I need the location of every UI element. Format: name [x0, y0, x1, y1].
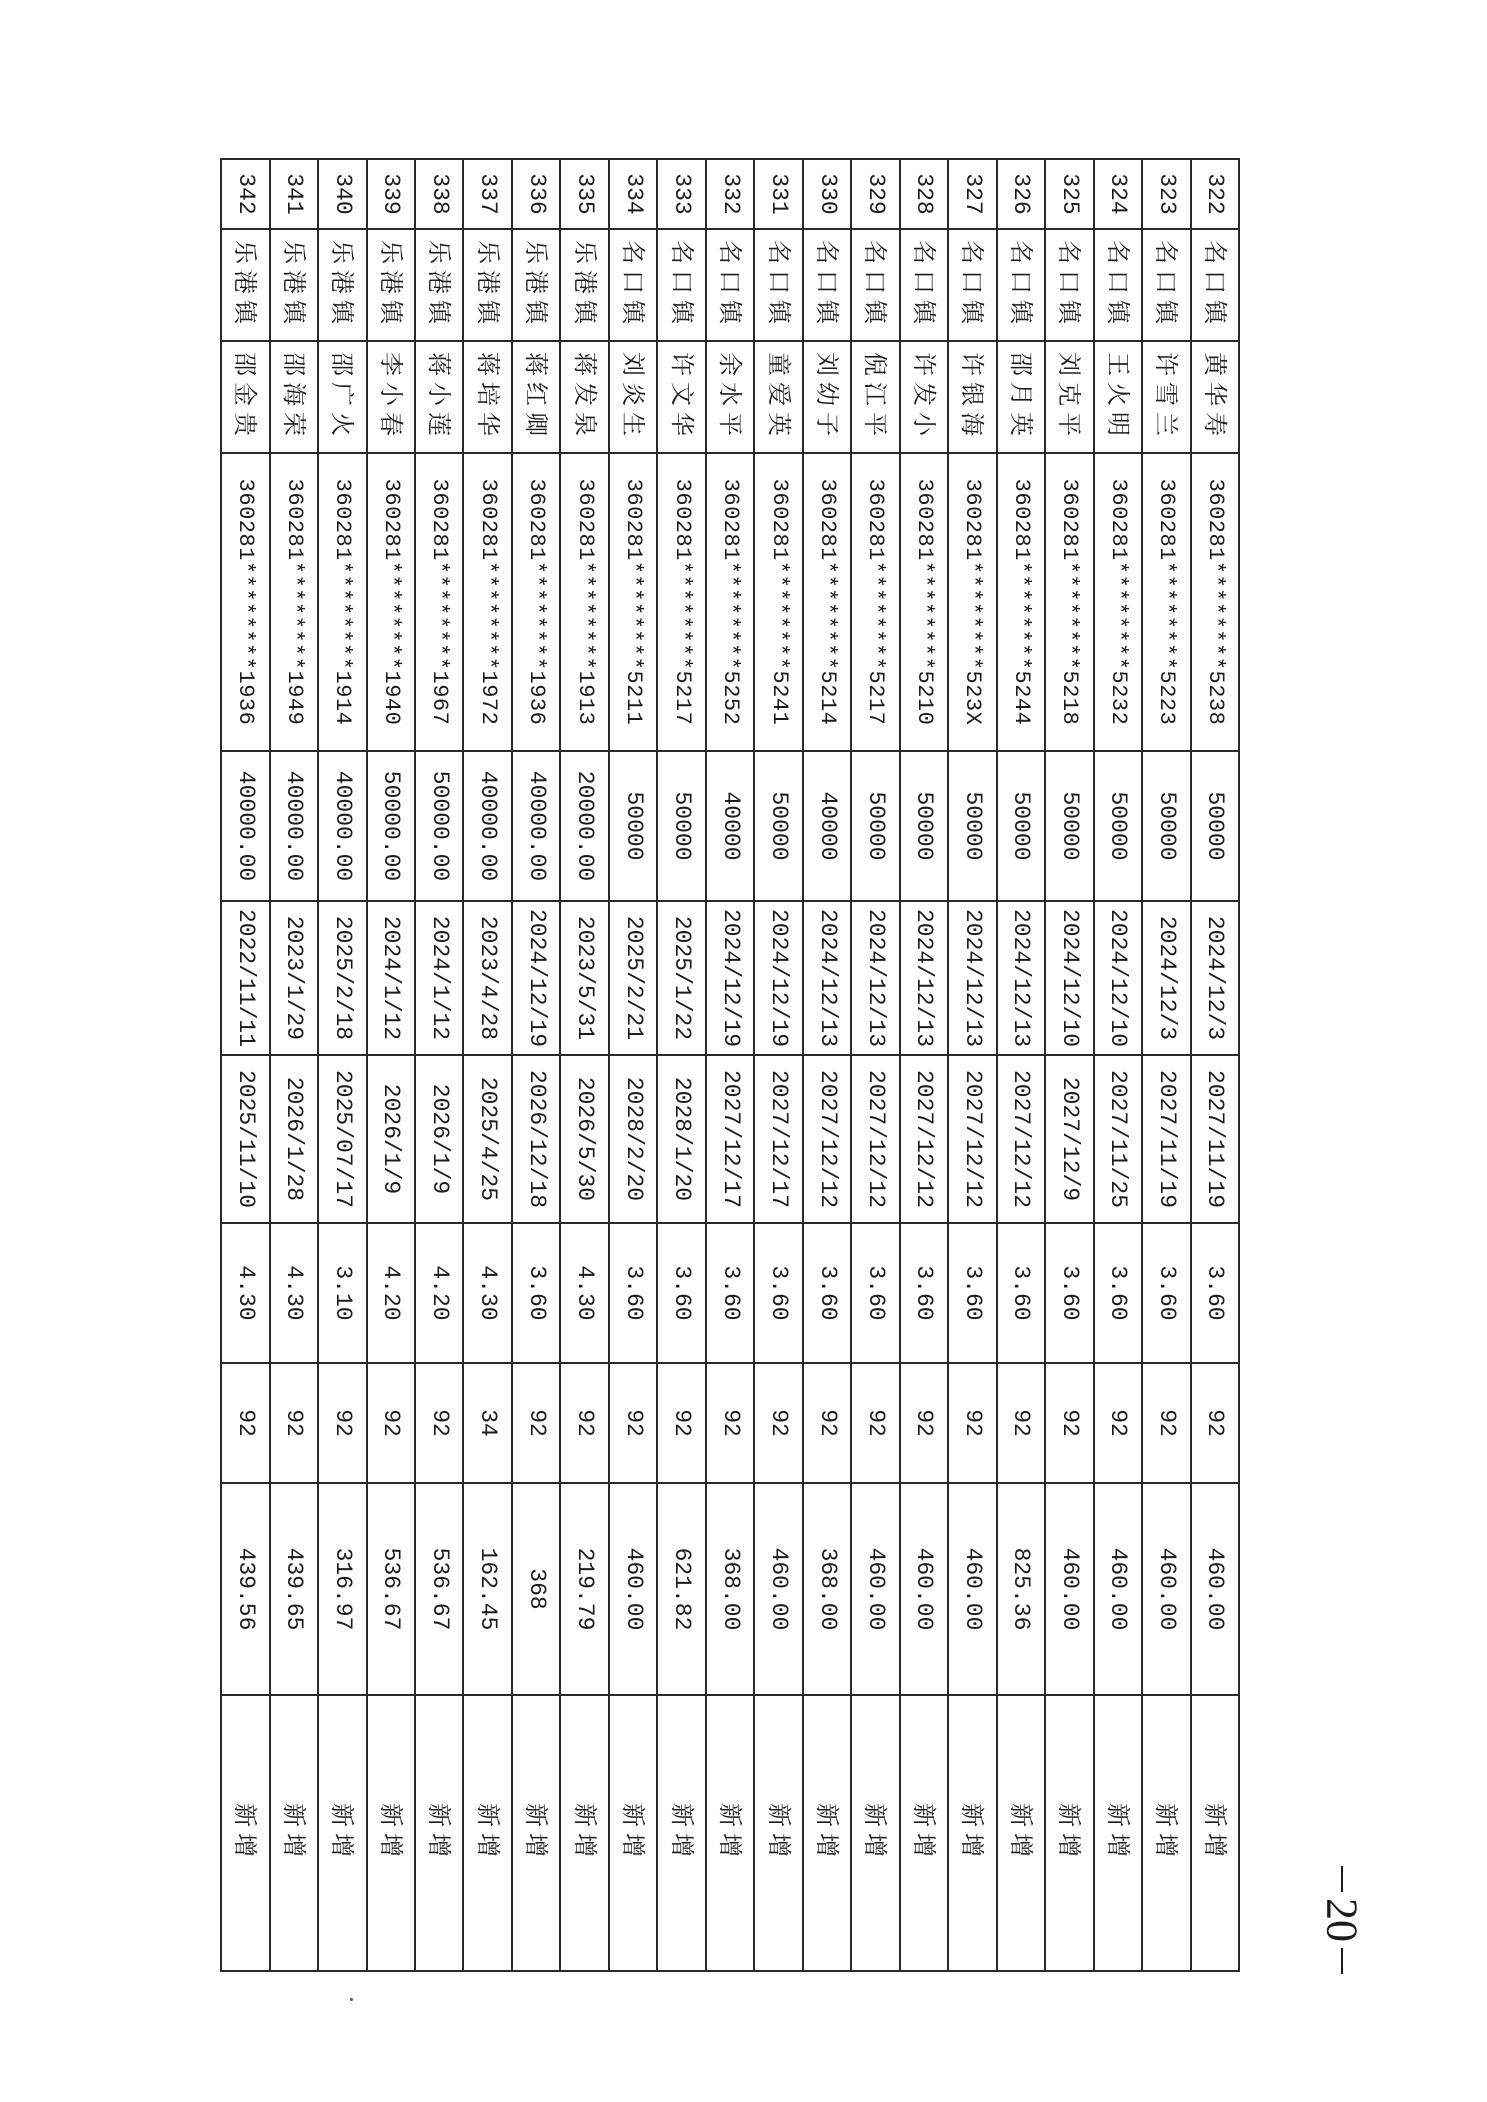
cell-subsidy-amount: 368.00 — [706, 1483, 754, 1695]
cell-interest-rate: 3.60 — [948, 1223, 996, 1363]
cell-end-date: 2027/12/12 — [803, 1055, 851, 1223]
cell-id-number: 360281********5244 — [997, 453, 1045, 751]
cell-subsidy-amount: 460.00 — [609, 1483, 657, 1695]
cell-id-number: 360281********1940 — [367, 453, 415, 751]
cell-loan-amount: 50000 — [1094, 751, 1142, 901]
cell-interest-rate: 4.30 — [221, 1223, 270, 1363]
cell-days: 92 — [851, 1363, 899, 1483]
table-row — [512, 159, 560, 1971]
cell-end-date: 2025/11/10 — [221, 1055, 270, 1223]
cell-interest-rate: 3.60 — [1045, 1223, 1093, 1363]
cell-interest-rate: 3.60 — [997, 1223, 1045, 1363]
cell-start-date: 2024/12/19 — [512, 901, 560, 1055]
cell-interest-rate: 3.60 — [657, 1223, 705, 1363]
cell-start-date: 2025/1/22 — [657, 901, 705, 1055]
cell-row-number: 341 — [270, 159, 318, 229]
cell-type: 新增 — [270, 1695, 318, 1971]
cell-name: 蒋小莲 — [415, 341, 463, 453]
cell-id-number: 360281********1914 — [318, 453, 366, 751]
cell-subsidy-amount: 460.00 — [1045, 1483, 1093, 1695]
cell-end-date: 2025/4/25 — [464, 1055, 512, 1223]
cell-days: 92 — [948, 1363, 996, 1483]
cell-subsidy-amount: 460.00 — [1191, 1483, 1239, 1695]
cell-name: 邵月英 — [997, 341, 1045, 453]
cell-town: 乐港镇 — [367, 229, 415, 341]
cell-town: 名口镇 — [997, 229, 1045, 341]
cell-end-date: 2027/12/17 — [754, 1055, 802, 1223]
cell-loan-amount: 50000 — [900, 751, 948, 901]
cell-type: 新增 — [900, 1695, 948, 1971]
cell-id-number: 360281********1949 — [270, 453, 318, 751]
cell-start-date: 2024/1/12 — [415, 901, 463, 1055]
table-row — [948, 159, 996, 1971]
cell-start-date: 2023/4/28 — [464, 901, 512, 1055]
cell-name: 许发小 — [900, 341, 948, 453]
cell-town: 名口镇 — [851, 229, 899, 341]
cell-name: 童爱英 — [754, 341, 802, 453]
cell-days: 92 — [754, 1363, 802, 1483]
cell-end-date: 2026/12/18 — [512, 1055, 560, 1223]
cell-subsidy-amount: 460.00 — [754, 1483, 802, 1695]
cell-subsidy-amount: 439.56 — [221, 1483, 270, 1695]
cell-days: 92 — [803, 1363, 851, 1483]
cell-subsidy-amount: 460.00 — [1094, 1483, 1142, 1695]
cell-interest-rate: 4.30 — [464, 1223, 512, 1363]
cell-days: 34 — [464, 1363, 512, 1483]
cell-id-number: 360281********1967 — [415, 453, 463, 751]
cell-subsidy-amount: 316.97 — [318, 1483, 366, 1695]
cell-name: 蒋培华 — [464, 341, 512, 453]
cell-days: 92 — [997, 1363, 1045, 1483]
cell-days: 92 — [609, 1363, 657, 1483]
cell-name: 黄华寿 — [1191, 341, 1239, 453]
cell-town: 乐港镇 — [318, 229, 366, 341]
cell-loan-amount: 50000 — [1045, 751, 1093, 901]
table-row — [1045, 159, 1093, 1971]
cell-subsidy-amount: 460.00 — [900, 1483, 948, 1695]
scan-speck — [350, 1998, 353, 2001]
table-row — [900, 159, 948, 1971]
cell-id-number: 360281********5217 — [657, 453, 705, 751]
cell-start-date: 2025/2/21 — [609, 901, 657, 1055]
cell-loan-amount: 50000 — [851, 751, 899, 901]
cell-town: 名口镇 — [1094, 229, 1142, 341]
cell-subsidy-amount: 162.45 — [464, 1483, 512, 1695]
cell-type: 新增 — [1191, 1695, 1239, 1971]
cell-name: 邵广火 — [318, 341, 366, 453]
cell-id-number: 360281********1913 — [560, 453, 608, 751]
cell-days: 92 — [900, 1363, 948, 1483]
cell-id-number: 360281********5252 — [706, 453, 754, 751]
cell-interest-rate: 4.20 — [415, 1223, 463, 1363]
subsidy-records-table — [220, 158, 1240, 1972]
cell-days: 92 — [706, 1363, 754, 1483]
cell-subsidy-amount: 460.00 — [948, 1483, 996, 1695]
cell-loan-amount: 40000.00 — [221, 751, 270, 901]
table-row — [1094, 159, 1142, 1971]
cell-row-number: 328 — [900, 159, 948, 229]
cell-days: 92 — [657, 1363, 705, 1483]
cell-row-number: 334 — [609, 159, 657, 229]
table-row — [560, 159, 608, 1971]
cell-type: 新增 — [851, 1695, 899, 1971]
table-row — [318, 159, 366, 1971]
page-number — [1317, 1860, 1367, 1980]
cell-id-number: 360281********5217 — [851, 453, 899, 751]
cell-interest-rate: 3.60 — [754, 1223, 802, 1363]
cell-town: 乐港镇 — [464, 229, 512, 341]
cell-town: 乐港镇 — [512, 229, 560, 341]
cell-town: 名口镇 — [754, 229, 802, 341]
cell-loan-amount: 50000 — [657, 751, 705, 901]
cell-row-number: 340 — [318, 159, 366, 229]
cell-subsidy-amount: 460.00 — [1142, 1483, 1190, 1695]
cell-type: 新增 — [415, 1695, 463, 1971]
cell-row-number: 338 — [415, 159, 463, 229]
cell-town: 名口镇 — [948, 229, 996, 341]
cell-row-number: 323 — [1142, 159, 1190, 229]
cell-loan-amount: 20000.00 — [560, 751, 608, 901]
table-row — [609, 159, 657, 1971]
table-row — [754, 159, 802, 1971]
table-row — [997, 159, 1045, 1971]
cell-name: 倪江平 — [851, 341, 899, 453]
cell-loan-amount: 40000 — [803, 751, 851, 901]
cell-town: 名口镇 — [900, 229, 948, 341]
cell-town: 名口镇 — [803, 229, 851, 341]
cell-end-date: 2027/11/19 — [1142, 1055, 1190, 1223]
cell-interest-rate: 3.60 — [512, 1223, 560, 1363]
cell-days: 92 — [560, 1363, 608, 1483]
cell-name: 许雪兰 — [1142, 341, 1190, 453]
cell-loan-amount: 40000.00 — [318, 751, 366, 901]
cell-start-date: 2024/12/10 — [1045, 901, 1093, 1055]
cell-type: 新增 — [609, 1695, 657, 1971]
cell-name: 许文华 — [657, 341, 705, 453]
cell-subsidy-amount: 439.65 — [270, 1483, 318, 1695]
cell-start-date: 2023/1/29 — [270, 901, 318, 1055]
cell-loan-amount: 40000.00 — [464, 751, 512, 901]
table-rotated-container — [220, 158, 1240, 1970]
cell-start-date: 2022/11/11 — [221, 901, 270, 1055]
cell-end-date: 2027/12/12 — [851, 1055, 899, 1223]
cell-end-date: 2027/12/12 — [948, 1055, 996, 1223]
cell-subsidy-amount: 368 — [512, 1483, 560, 1695]
cell-town: 名口镇 — [1142, 229, 1190, 341]
cell-interest-rate: 4.30 — [270, 1223, 318, 1363]
cell-end-date: 2028/2/20 — [609, 1055, 657, 1223]
cell-town: 名口镇 — [1045, 229, 1093, 341]
cell-name: 许银海 — [948, 341, 996, 453]
cell-loan-amount: 50000.00 — [415, 751, 463, 901]
cell-name: 刘幼子 — [803, 341, 851, 453]
cell-name: 蒋红卿 — [512, 341, 560, 453]
cell-days: 92 — [318, 1363, 366, 1483]
cell-id-number: 360281********5218 — [1045, 453, 1093, 751]
cell-loan-amount: 50000 — [997, 751, 1045, 901]
cell-id-number: 360281********1936 — [512, 453, 560, 751]
cell-end-date: 2027/12/17 — [706, 1055, 754, 1223]
cell-start-date: 2024/12/10 — [1094, 901, 1142, 1055]
cell-end-date: 2026/1/9 — [415, 1055, 463, 1223]
cell-subsidy-amount: 536.67 — [367, 1483, 415, 1695]
cell-start-date: 2024/12/13 — [803, 901, 851, 1055]
cell-end-date: 2027/11/25 — [1094, 1055, 1142, 1223]
table-row — [851, 159, 899, 1971]
cell-days: 92 — [1094, 1363, 1142, 1483]
cell-subsidy-amount: 219.79 — [560, 1483, 608, 1695]
cell-days: 92 — [512, 1363, 560, 1483]
cell-town: 名口镇 — [706, 229, 754, 341]
cell-interest-rate: 3.60 — [1142, 1223, 1190, 1363]
cell-days: 92 — [1045, 1363, 1093, 1483]
cell-interest-rate: 3.60 — [1094, 1223, 1142, 1363]
cell-subsidy-amount: 825.36 — [997, 1483, 1045, 1695]
cell-town: 乐港镇 — [560, 229, 608, 341]
cell-type: 新增 — [512, 1695, 560, 1971]
table-row — [367, 159, 415, 1971]
table-row — [464, 159, 512, 1971]
cell-type: 新增 — [367, 1695, 415, 1971]
cell-id-number: 360281********5211 — [609, 453, 657, 751]
table-row — [1191, 159, 1239, 1971]
cell-id-number: 360281********5238 — [1191, 453, 1239, 751]
cell-name: 蒋发泉 — [560, 341, 608, 453]
cell-name: 余水平 — [706, 341, 754, 453]
cell-row-number: 330 — [803, 159, 851, 229]
cell-row-number: 337 — [464, 159, 512, 229]
cell-type: 新增 — [657, 1695, 705, 1971]
cell-loan-amount: 50000 — [1191, 751, 1239, 901]
cell-type: 新增 — [997, 1695, 1045, 1971]
cell-name: 邵金贵 — [221, 341, 270, 453]
cell-start-date: 2024/12/19 — [706, 901, 754, 1055]
cell-start-date: 2024/12/13 — [997, 901, 1045, 1055]
cell-row-number: 332 — [706, 159, 754, 229]
cell-interest-rate: 3.60 — [609, 1223, 657, 1363]
cell-loan-amount: 50000 — [1142, 751, 1190, 901]
cell-type: 新增 — [221, 1695, 270, 1971]
cell-end-date: 2027/12/9 — [1045, 1055, 1093, 1223]
cell-id-number: 360281********5232 — [1094, 453, 1142, 751]
cell-days: 92 — [415, 1363, 463, 1483]
table-body — [221, 159, 1239, 1971]
cell-id-number: 360281********5241 — [754, 453, 802, 751]
cell-start-date: 2024/12/3 — [1142, 901, 1190, 1055]
cell-start-date: 2024/12/13 — [948, 901, 996, 1055]
cell-town: 乐港镇 — [415, 229, 463, 341]
cell-town: 名口镇 — [609, 229, 657, 341]
cell-loan-amount: 40000.00 — [512, 751, 560, 901]
cell-row-number: 333 — [657, 159, 705, 229]
cell-name: 王火明 — [1094, 341, 1142, 453]
cell-name: 邵海荣 — [270, 341, 318, 453]
table-row — [221, 159, 270, 1971]
cell-days: 92 — [1191, 1363, 1239, 1483]
cell-loan-amount: 50000 — [754, 751, 802, 901]
cell-end-date: 2027/11/19 — [1191, 1055, 1239, 1223]
cell-town: 名口镇 — [1191, 229, 1239, 341]
cell-subsidy-amount: 621.82 — [657, 1483, 705, 1695]
cell-type: 新增 — [948, 1695, 996, 1971]
cell-start-date: 2024/12/3 — [1191, 901, 1239, 1055]
cell-end-date: 2025/07/17 — [318, 1055, 366, 1223]
cell-days: 92 — [270, 1363, 318, 1483]
cell-interest-rate: 3.60 — [1191, 1223, 1239, 1363]
cell-type: 新增 — [803, 1695, 851, 1971]
cell-type: 新增 — [1094, 1695, 1142, 1971]
table-row — [1142, 159, 1190, 1971]
cell-end-date: 2027/12/12 — [997, 1055, 1045, 1223]
cell-row-number: 324 — [1094, 159, 1142, 229]
cell-interest-rate: 4.20 — [367, 1223, 415, 1363]
cell-type: 新增 — [1142, 1695, 1190, 1971]
cell-row-number: 326 — [997, 159, 1045, 229]
cell-interest-rate: 3.60 — [900, 1223, 948, 1363]
cell-type: 新增 — [754, 1695, 802, 1971]
cell-town: 名口镇 — [657, 229, 705, 341]
cell-days: 92 — [221, 1363, 270, 1483]
cell-town: 乐港镇 — [221, 229, 270, 341]
cell-subsidy-amount: 536.67 — [415, 1483, 463, 1695]
table-row — [803, 159, 851, 1971]
cell-id-number: 360281********5214 — [803, 453, 851, 751]
cell-id-number: 360281********5210 — [900, 453, 948, 751]
cell-end-date: 2026/1/28 — [270, 1055, 318, 1223]
cell-type: 新增 — [1045, 1695, 1093, 1971]
cell-loan-amount: 50000 — [948, 751, 996, 901]
table-row — [706, 159, 754, 1971]
cell-type: 新增 — [706, 1695, 754, 1971]
cell-interest-rate: 3.60 — [851, 1223, 899, 1363]
cell-row-number: 331 — [754, 159, 802, 229]
cell-type: 新增 — [464, 1695, 512, 1971]
cell-row-number: 329 — [851, 159, 899, 229]
cell-id-number: 360281********5223 — [1142, 453, 1190, 751]
cell-id-number: 360281********523X — [948, 453, 996, 751]
cell-row-number: 322 — [1191, 159, 1239, 229]
cell-subsidy-amount: 460.00 — [851, 1483, 899, 1695]
cell-name: 刘克平 — [1045, 341, 1093, 453]
cell-start-date: 2024/12/19 — [754, 901, 802, 1055]
cell-loan-amount: 50000.00 — [367, 751, 415, 901]
cell-row-number: 339 — [367, 159, 415, 229]
cell-end-date: 2028/1/20 — [657, 1055, 705, 1223]
cell-interest-rate: 3.60 — [803, 1223, 851, 1363]
table-row — [657, 159, 705, 1971]
cell-row-number: 335 — [560, 159, 608, 229]
cell-interest-rate: 3.10 — [318, 1223, 366, 1363]
cell-type: 新增 — [318, 1695, 366, 1971]
cell-end-date: 2026/5/30 — [560, 1055, 608, 1223]
table-row — [270, 159, 318, 1971]
cell-name: 李小春 — [367, 341, 415, 453]
cell-town: 乐港镇 — [270, 229, 318, 341]
cell-id-number: 360281********1936 — [221, 453, 270, 751]
cell-row-number: 342 — [221, 159, 270, 229]
cell-start-date: 2024/12/13 — [900, 901, 948, 1055]
cell-start-date: 2024/1/12 — [367, 901, 415, 1055]
cell-start-date: 2024/12/13 — [851, 901, 899, 1055]
page-number-dash-right — [1341, 1948, 1343, 1974]
page-number-value: 20 — [1317, 1898, 1367, 1942]
cell-loan-amount: 50000 — [609, 751, 657, 901]
cell-interest-rate: 4.30 — [560, 1223, 608, 1363]
cell-row-number: 327 — [948, 159, 996, 229]
cell-loan-amount: 40000 — [706, 751, 754, 901]
cell-name: 刘炎生 — [609, 341, 657, 453]
cell-id-number: 360281********1972 — [464, 453, 512, 751]
cell-row-number: 336 — [512, 159, 560, 229]
cell-loan-amount: 40000.00 — [270, 751, 318, 901]
cell-subsidy-amount: 368.00 — [803, 1483, 851, 1695]
cell-row-number: 325 — [1045, 159, 1093, 229]
cell-type: 新增 — [560, 1695, 608, 1971]
cell-days: 92 — [367, 1363, 415, 1483]
table-row — [415, 159, 463, 1971]
cell-start-date: 2025/2/18 — [318, 901, 366, 1055]
cell-end-date: 2026/1/9 — [367, 1055, 415, 1223]
cell-interest-rate: 3.60 — [706, 1223, 754, 1363]
cell-start-date: 2023/5/31 — [560, 901, 608, 1055]
page-number-dash-left — [1341, 1866, 1343, 1892]
cell-days: 92 — [1142, 1363, 1190, 1483]
cell-end-date: 2027/12/12 — [900, 1055, 948, 1223]
